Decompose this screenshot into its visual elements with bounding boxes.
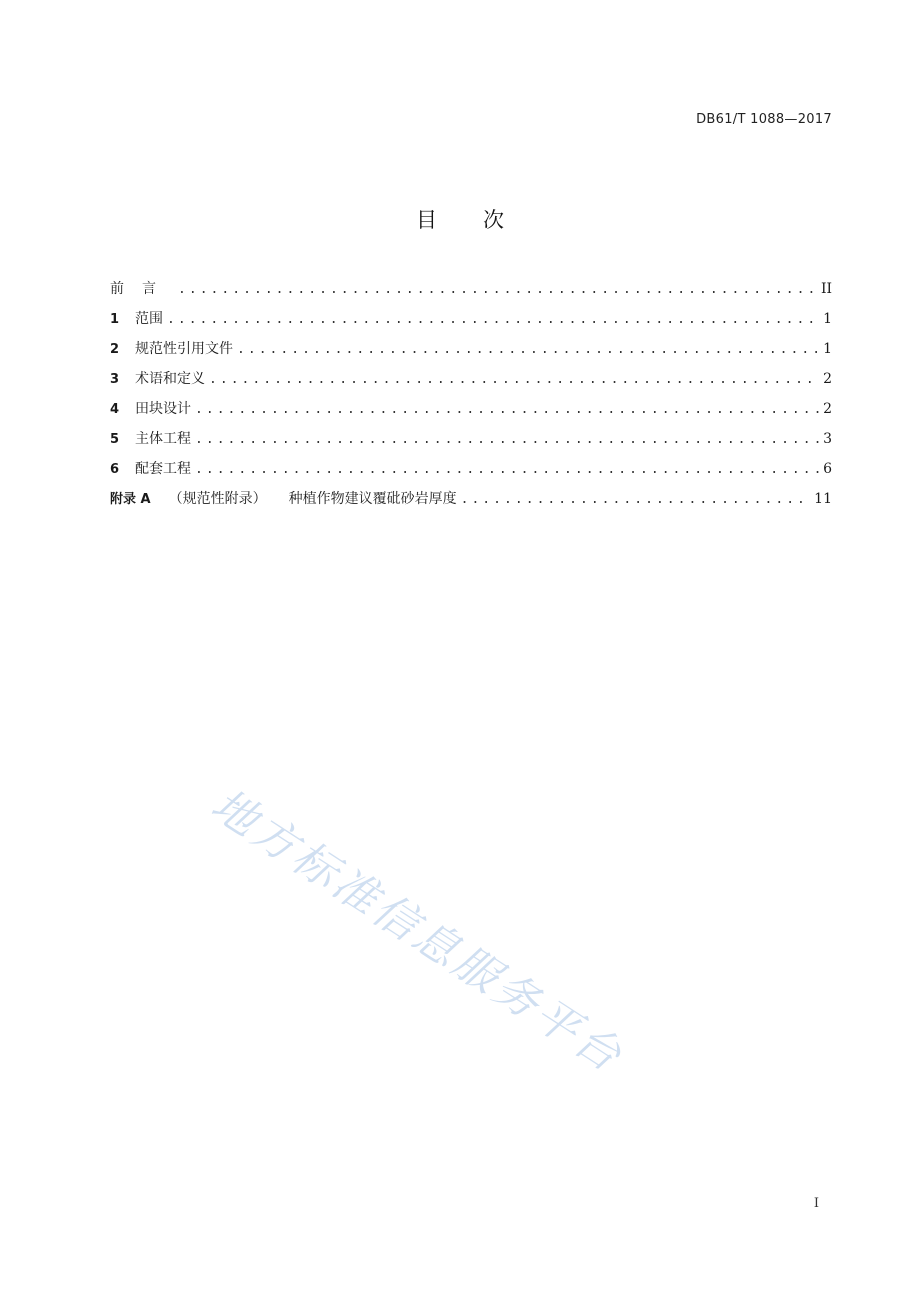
table-of-contents — [110, 278, 832, 518]
toc-appendix-number: 附录 A — [110, 492, 151, 507]
toc-leader-dots — [178, 279, 817, 301]
toc-leader-dots — [237, 339, 819, 361]
toc-entry-label: 主体工程 — [135, 431, 191, 447]
toc-leader-dots — [461, 489, 811, 511]
toc-appendix-page: 11 — [814, 491, 832, 507]
toc-entry-number: 6 — [110, 462, 120, 477]
toc-entry-label: 范围 — [135, 311, 163, 327]
toc-entry-appendix-a[interactable] — [110, 488, 832, 518]
toc-entry-page: II — [820, 281, 832, 297]
toc-entry-number: 5 — [110, 432, 120, 447]
toc-entry-page: 3 — [823, 431, 832, 447]
toc-entry-number: 3 — [110, 372, 120, 387]
toc-entry-label: 田块设计 — [135, 401, 191, 417]
toc-entry-page: 1 — [823, 311, 832, 327]
toc-leader-dots — [195, 459, 819, 481]
toc-entry-page: 1 — [823, 341, 832, 357]
toc-entry-scope[interactable] — [110, 308, 832, 338]
toc-leader-dots — [167, 309, 819, 331]
toc-entry-page: 2 — [823, 371, 832, 387]
page-title: 目次 — [416, 208, 550, 232]
toc-entry-normative-references[interactable] — [110, 338, 832, 368]
toc-leader-dots — [195, 399, 819, 421]
standard-number: DB61/T 1088—2017 — [696, 112, 832, 127]
toc-appendix-note: （规范性附录） — [168, 491, 267, 507]
toc-entry-number: 1 — [110, 312, 120, 327]
toc-entry-number: 2 — [110, 342, 120, 357]
toc-entry-number: 4 — [110, 402, 120, 417]
toc-entry-page: 6 — [823, 461, 832, 477]
watermark-text: 地方标准信息服务平台 — [202, 779, 633, 1084]
toc-leader-dots — [195, 429, 819, 451]
toc-leader-dots — [209, 369, 819, 391]
page-number: I — [813, 1196, 819, 1211]
toc-entry-main-works[interactable] — [110, 428, 832, 458]
toc-entry-label: 规范性引用文件 — [135, 341, 233, 357]
toc-entry-label: 前言 — [110, 281, 174, 297]
toc-entry-foreword[interactable] — [110, 278, 832, 308]
toc-entry-label: 术语和定义 — [135, 371, 205, 387]
toc-entry-field-design[interactable] — [110, 398, 832, 428]
toc-entry-label: 配套工程 — [135, 461, 191, 477]
toc-entry-supporting-works[interactable] — [110, 458, 832, 488]
toc-entry-page: 2 — [823, 401, 832, 417]
toc-entry-terms-definitions[interactable] — [110, 368, 832, 398]
toc-appendix-label: 种植作物建议覆砒砂岩厚度 — [288, 491, 457, 507]
